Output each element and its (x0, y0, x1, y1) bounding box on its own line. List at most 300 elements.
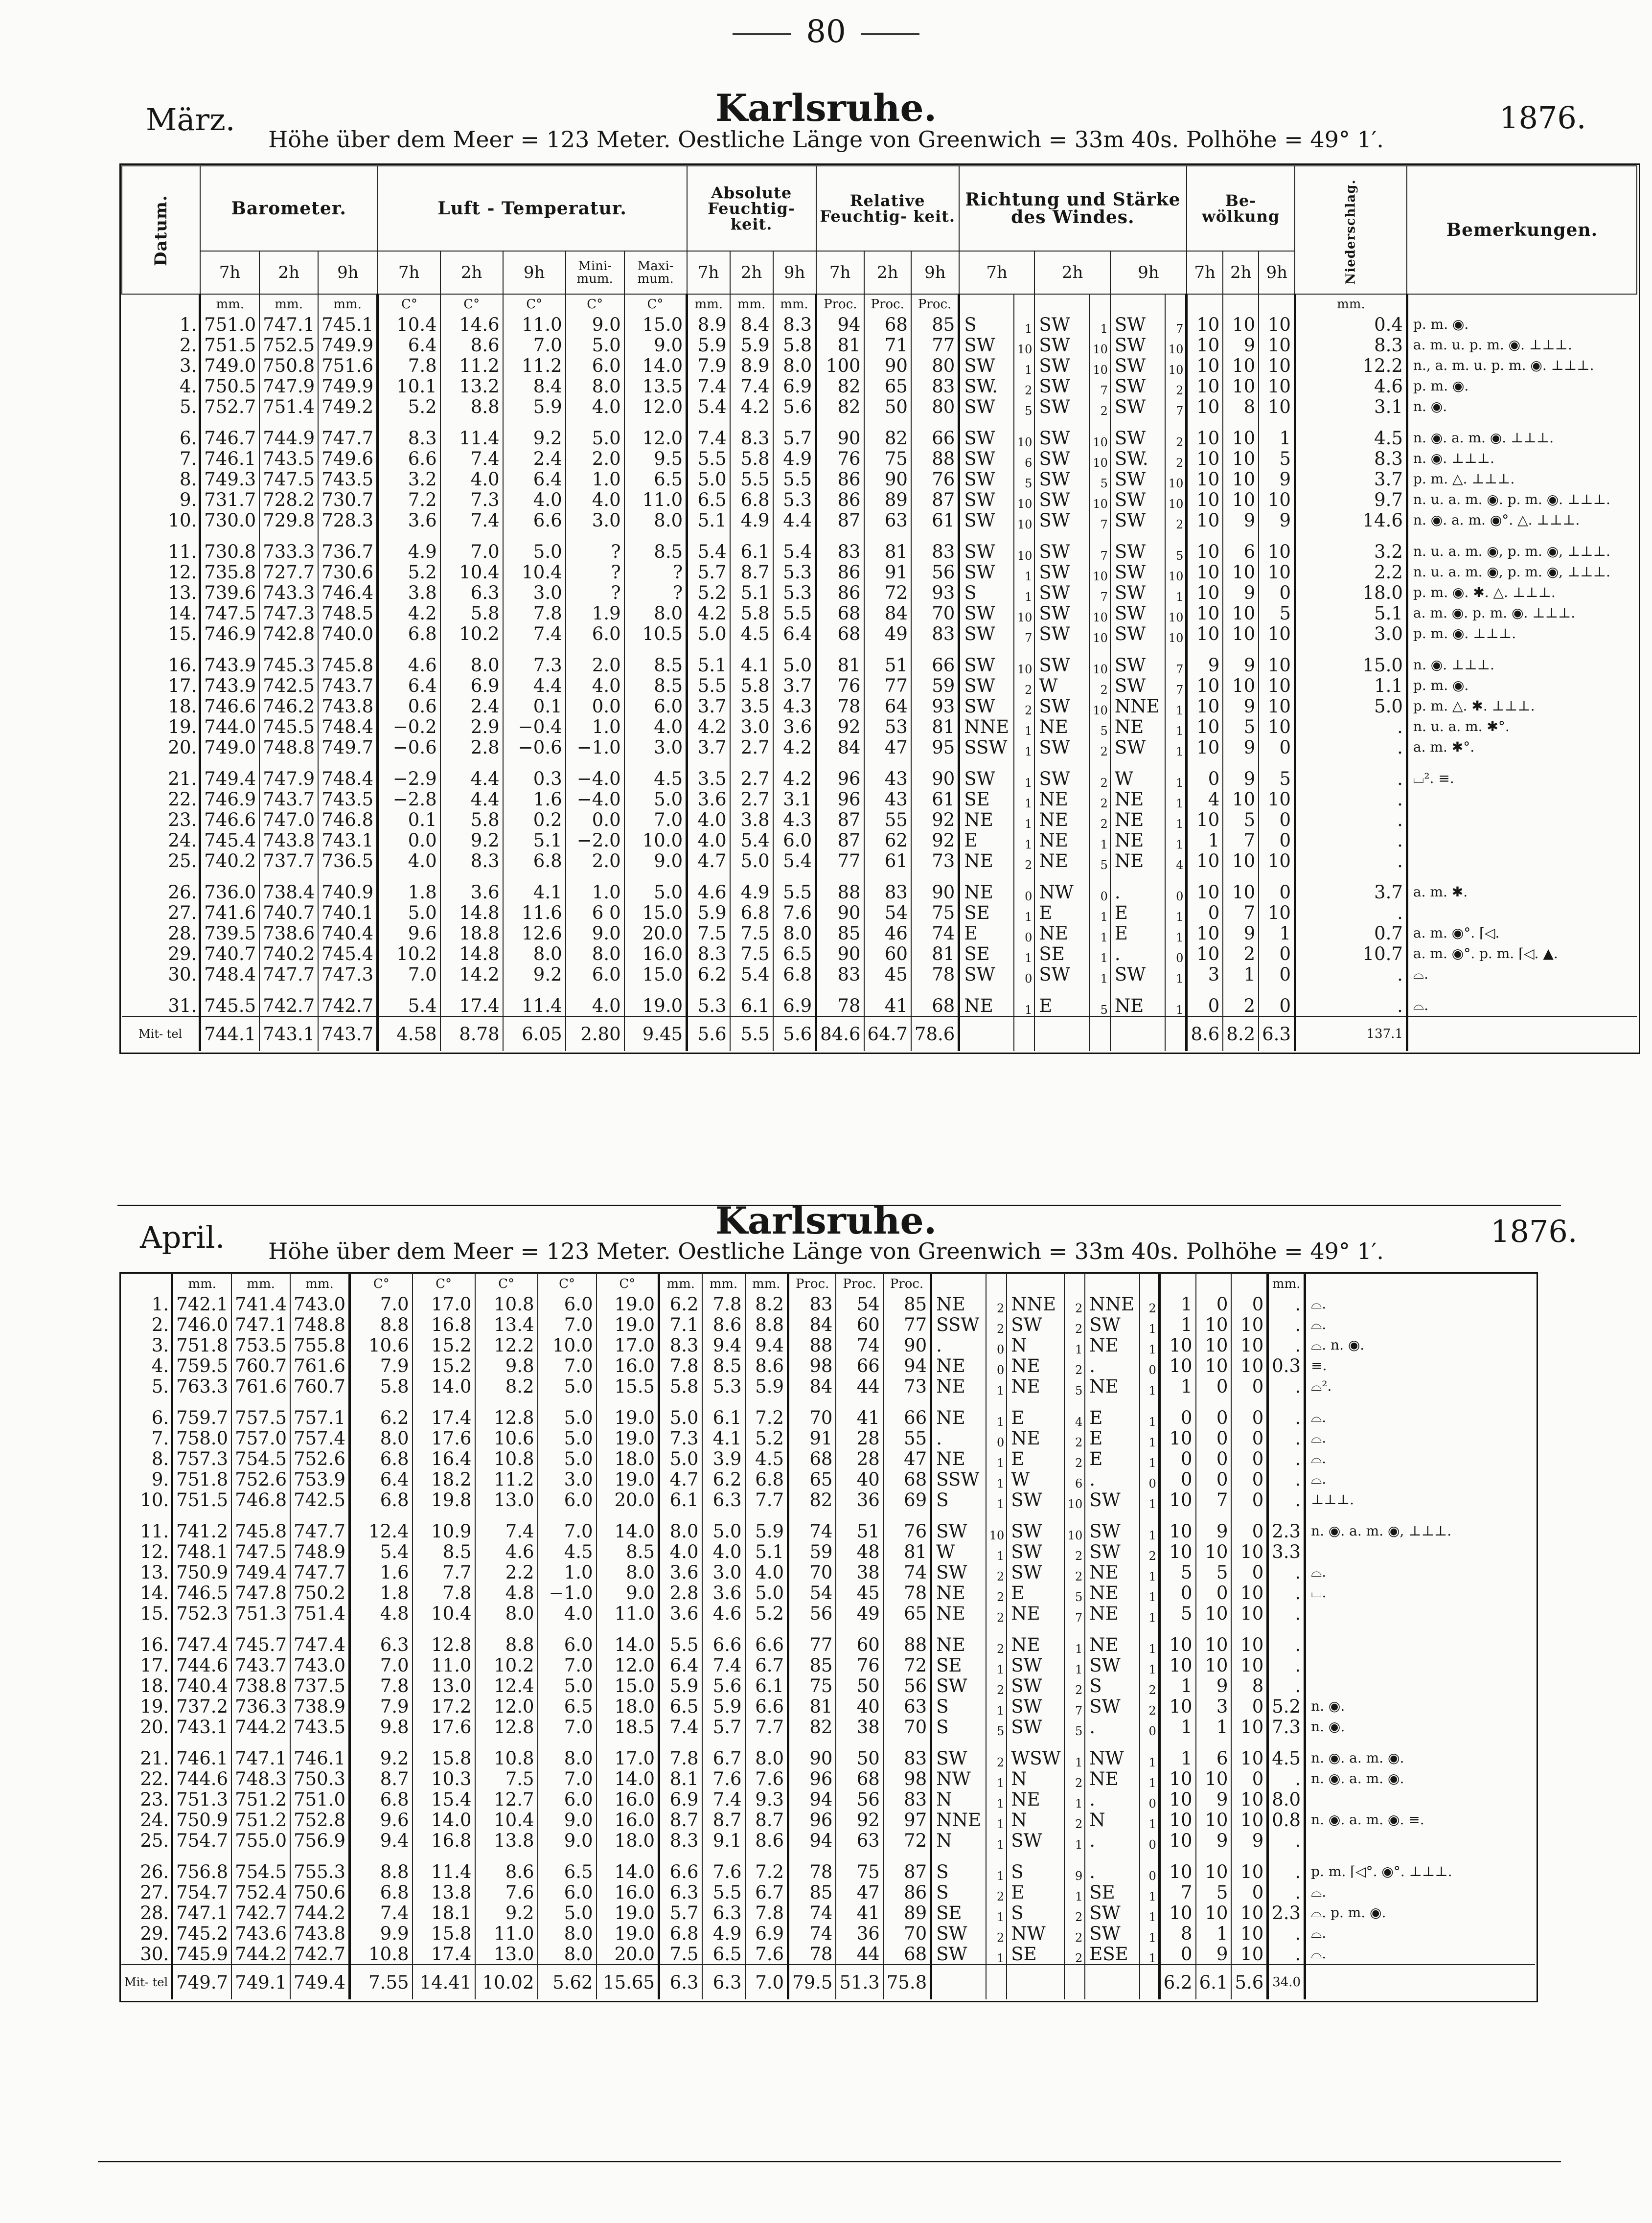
cell-wind-dir-7h: NNE (959, 716, 1014, 737)
cell-temp-max: 8.0 (624, 603, 687, 623)
cell-date: 26. (168, 882, 197, 902)
cell-temp-max: 14.0 (597, 1634, 659, 1655)
cell-abs-2h: 7.5 (730, 943, 773, 964)
cell-wind-dir-7h: S (931, 1882, 986, 1902)
cell-baro-2h: 738.8 (231, 1675, 290, 1696)
cell-cloud-2h: 10 (1196, 1603, 1232, 1624)
cell-cloud-7h: 10 (1187, 489, 1223, 510)
cell-temp-2h: 2.8 (440, 737, 503, 757)
sub-header: 2h (730, 251, 773, 294)
cell-temp-max: 15.0 (597, 1675, 659, 1696)
cell-remarks: n. u. a. m. ◉, p. m. ◉, ⊥⊥⊥. (1407, 541, 1637, 562)
cell-temp-max: 8.0 (624, 510, 687, 530)
cell-cloud-7h: 10 (1187, 376, 1223, 396)
cell-baro-9h: 743.5 (290, 1717, 349, 1737)
cell-date: 20. (140, 1717, 169, 1737)
cell-date: 27. (168, 902, 197, 923)
cell-baro-9h: 750.6 (290, 1882, 349, 1902)
cell-temp-max: 20.0 (597, 1944, 659, 1965)
cell-baro-9h: 743.0 (290, 1655, 349, 1675)
cell-cloud-2h: 9 (1223, 335, 1259, 355)
cell-rel-9h: 56 (883, 1675, 931, 1696)
cell-temp-7h: 7.0 (350, 1294, 413, 1314)
mean-baro-7h: 749.7 (172, 1965, 231, 1999)
cell-baro-2h: 729.8 (259, 510, 318, 530)
cell-wind-dir-7h: SSW (931, 1469, 986, 1490)
cell-rel-7h: 86 (816, 489, 864, 510)
cell-rel-7h: 84 (816, 737, 864, 757)
cell-temp-min: 8.0 (566, 376, 624, 396)
cell-baro-2h: 747.5 (231, 1541, 290, 1562)
cell-precip: 8.3 (1295, 448, 1407, 469)
cell-abs-2h: 8.5 (702, 1355, 745, 1376)
cell-baro-7h: 751.0 (200, 314, 259, 335)
unit-cell: Proc. (836, 1274, 883, 1294)
cell-abs-7h: 4.7 (687, 850, 730, 871)
cell-abs-9h: 6.9 (773, 376, 816, 396)
cell-temp-min: 1.0 (566, 882, 624, 902)
cell-temp-max: 5.0 (624, 789, 687, 809)
cell-wind-str-2h: 10 (1064, 1490, 1085, 1510)
cell-abs-9h: 7.6 (745, 1944, 788, 1965)
cell-cloud-9h: 10 (1231, 1902, 1267, 1923)
cell-temp-2h: 4.4 (440, 789, 503, 809)
cell-date: 19. (140, 1696, 169, 1717)
cell-baro-2h: 744.2 (231, 1717, 290, 1737)
cell-wind-dir-2h: SW (1034, 541, 1089, 562)
cell-abs-7h: 8.1 (659, 1768, 702, 1789)
cell-wind-dir-7h: SW (959, 603, 1014, 623)
cell-rel-7h: 83 (816, 541, 864, 562)
cell-wind-dir-2h: SW (1034, 603, 1089, 623)
cell-temp-2h: 4.0 (440, 469, 503, 489)
cell-baro-2h: 747.9 (259, 376, 318, 396)
cell-rel-7h: 68 (816, 623, 864, 644)
cell-abs-7h: 8.9 (687, 314, 730, 335)
cell-cloud-7h: 4 (1187, 789, 1223, 809)
cell-temp-9h: 7.6 (475, 1882, 538, 1902)
cell-wind-dir-2h: E (1034, 902, 1089, 923)
cell-wind-dir-9h: SW (1110, 469, 1165, 489)
cell-remarks: ⌓. (1305, 1562, 1535, 1582)
cell-remarks: n. ◉. (1407, 396, 1637, 417)
cell-rel-9h: 81 (911, 716, 959, 737)
cell-temp-min: 6.0 (538, 1490, 597, 1510)
unit-cell: C° (624, 294, 687, 314)
cell-temp-2h: 7.3 (440, 489, 503, 510)
cell-wind-dir-7h: SSW (959, 737, 1014, 757)
cell-abs-2h: 5.9 (702, 1696, 745, 1717)
cell-cloud-7h: 0 (1187, 995, 1223, 1016)
cell-abs-9h: 4.3 (773, 809, 816, 830)
cell-wind-dir-9h: NE (1110, 995, 1165, 1016)
cell-wind-str-7h: 1 (986, 1830, 1007, 1851)
cell-cloud-7h: 1 (1159, 1376, 1195, 1397)
cell-wind-str-9h: 0 (1140, 1861, 1159, 1882)
cell-date: 30. (140, 1944, 169, 1965)
cell-temp-7h: 3.6 (378, 510, 440, 530)
cell-precip: 4.6 (1295, 376, 1407, 396)
cell-remarks: a. m. ◉°. ⌈◁. (1407, 923, 1637, 943)
cell-abs-2h: 6.3 (702, 1490, 745, 1510)
cell-wind-dir-7h: NE (931, 1448, 986, 1469)
cell-temp-7h: 8.3 (378, 428, 440, 448)
cell-wind-dir-7h: . (931, 1428, 986, 1448)
cell-temp-min: 8.0 (566, 943, 624, 964)
cell-remarks: n. u. a. m. ◉. p. m. ◉. ⊥⊥⊥. (1407, 489, 1637, 510)
cell-abs-9h: 5.7 (773, 428, 816, 448)
cell-cloud-2h: 6 (1223, 541, 1259, 562)
cell-wind-str-9h: 1 (1140, 1655, 1159, 1675)
cell-temp-9h: 12.8 (475, 1717, 538, 1737)
cell-wind-dir-7h: S (931, 1861, 986, 1882)
cell-temp-min: 7.0 (538, 1314, 597, 1335)
cell-wind-str-9h: 1 (1140, 1810, 1159, 1830)
mean-baro-2h: 743.1 (259, 1016, 318, 1051)
cell-date: 30. (168, 964, 197, 985)
cell-baro-2h: 747.3 (259, 603, 318, 623)
cell-temp-2h: 14.0 (413, 1376, 475, 1397)
cell-cloud-2h: 9 (1223, 582, 1259, 603)
cell-precip: 9.7 (1295, 489, 1407, 510)
cell-baro-7h: 749.0 (200, 737, 259, 757)
cell-temp-9h: 13.0 (475, 1944, 538, 1965)
cell-rel-7h: 85 (788, 1655, 836, 1675)
cell-cloud-9h: 10 (1259, 314, 1295, 335)
cell-precip: 3.7 (1295, 469, 1407, 489)
cell-cloud-9h: 5 (1259, 448, 1295, 469)
cell-abs-9h: 7.2 (745, 1861, 788, 1882)
cell-remarks: n. ◉. a. m. ◉°. △. ⊥⊥⊥. (1407, 510, 1637, 530)
unit-cell: C° (503, 294, 566, 314)
mean-temp-7h: 7.55 (350, 1965, 413, 1999)
cell-rel-9h: 86 (883, 1882, 931, 1902)
cell-rel-2h: 90 (864, 469, 911, 489)
cell-wind-str-2h: 1 (1089, 314, 1110, 335)
cell-rel-9h: 93 (911, 582, 959, 603)
cell-baro-7h: 759.5 (172, 1355, 231, 1376)
cell-abs-7h: 4.7 (659, 1469, 702, 1490)
cell-wind-str-9h: 0 (1165, 882, 1187, 902)
cell-wind-str-9h: 7 (1165, 655, 1187, 675)
cell-temp-7h: −0.2 (378, 716, 440, 737)
cell-wind-dir-2h: NE (1007, 1603, 1064, 1624)
cell-wind-str-9h: 10 (1165, 335, 1187, 355)
cell-wind-dir-9h: NNE (1110, 696, 1165, 716)
cell-abs-9h: 6.8 (745, 1469, 788, 1490)
cell-baro-9h: 749.7 (318, 737, 377, 757)
cell-cloud-7h: 1 (1159, 1314, 1195, 1335)
cell-wind-dir-2h: NE (1034, 830, 1089, 850)
bottom-rule (98, 2161, 1561, 2162)
cell-abs-7h: 6.1 (659, 1490, 702, 1510)
cell-wind-str-2h: 10 (1089, 562, 1110, 582)
cell-abs-2h: 2.7 (730, 789, 773, 809)
cell-cloud-2h: 9 (1196, 1944, 1232, 1965)
cell-abs-7h: 5.0 (659, 1407, 702, 1428)
cell-wind-dir-9h: SW (1110, 489, 1165, 510)
cell-baro-2h: 752.4 (231, 1882, 290, 1902)
cell-rel-2h: 63 (836, 1830, 883, 1851)
cell-temp-2h: 9.2 (440, 830, 503, 850)
cell-abs-9h: 7.7 (745, 1717, 788, 1737)
cell-rel-7h: 85 (816, 923, 864, 943)
cell-temp-2h: 11.4 (413, 1861, 475, 1882)
cell-baro-9h: 757.1 (290, 1407, 349, 1428)
cell-wind-str-7h: 2 (986, 1562, 1007, 1582)
cell-date: 15. (140, 1603, 169, 1624)
cell-baro-7h: 731.7 (200, 489, 259, 510)
cell-wind-str-9h: 1 (1140, 1335, 1159, 1355)
cell-wind-str-9h: 1 (1140, 1376, 1159, 1397)
cell-precip: 3.2 (1295, 541, 1407, 562)
cell-date: 16. (168, 655, 197, 675)
cell-temp-7h: 4.8 (350, 1603, 413, 1624)
cell-temp-7h: 6.8 (350, 1882, 413, 1902)
cell-date: 22. (140, 1768, 169, 1789)
cell-wind-dir-2h: W (1034, 675, 1089, 696)
cell-temp-2h: 19.8 (413, 1490, 475, 1510)
cell-abs-7h: 3.7 (687, 696, 730, 716)
cell-abs-9h: 5.0 (773, 655, 816, 675)
cell-baro-7h: 743.1 (172, 1717, 231, 1737)
sub-header: 2h (259, 251, 318, 294)
cell-rel-9h: 70 (911, 603, 959, 623)
cell-wind-dir-2h: SW (1007, 1521, 1064, 1541)
cell-cloud-7h: 10 (1187, 923, 1223, 943)
cell-temp-9h: 8.4 (503, 376, 566, 396)
cell-wind-dir-2h: SW (1007, 1490, 1064, 1510)
cell-rel-2h: 44 (836, 1944, 883, 1965)
cell-abs-9h: 8.0 (745, 1748, 788, 1768)
cell-baro-2h: 747.1 (231, 1748, 290, 1768)
cell-abs-9h: 8.6 (745, 1355, 788, 1376)
cell-rel-2h: 76 (836, 1655, 883, 1675)
cell-cloud-7h: 10 (1159, 1490, 1195, 1510)
cell-remarks: p. m. ◉. (1407, 675, 1637, 696)
cell-abs-9h: 5.3 (773, 562, 816, 582)
cell-baro-2h: 754.5 (231, 1861, 290, 1882)
cell-baro-7h: 740.2 (200, 850, 259, 871)
cell-wind-dir-9h: NE (1110, 809, 1165, 830)
cell-wind-str-7h: 2 (986, 1923, 1007, 1944)
cell-baro-9h: 740.0 (318, 623, 377, 644)
cell-rel-7h: 88 (788, 1335, 836, 1355)
cell-temp-min: 4.0 (566, 396, 624, 417)
cell-remarks: p. m. △. ⊥⊥⊥. (1407, 469, 1637, 489)
cell-baro-7h: 730.0 (200, 510, 259, 530)
cell-temp-9h: −0.4 (503, 716, 566, 737)
cell-remarks: ⌓. (1407, 964, 1637, 985)
cell-abs-7h: 6.8 (659, 1923, 702, 1944)
cell-cloud-2h: 0 (1196, 1428, 1232, 1448)
cell-wind-str-2h: 9 (1064, 1861, 1085, 1882)
cell-wind-str-7h: 1 (986, 1944, 1007, 1965)
cell-temp-min: 5.0 (538, 1902, 597, 1923)
cell-temp-min: 2.0 (566, 448, 624, 469)
cell-temp-max: 3.0 (624, 737, 687, 757)
cell-cloud-9h: 0 (1231, 1768, 1267, 1789)
cell-wind-dir-9h: E (1085, 1448, 1140, 1469)
cell-baro-2h: 740.7 (259, 902, 318, 923)
cell-baro-2h: 747.1 (231, 1314, 290, 1335)
cell-cloud-9h: 0 (1259, 809, 1295, 830)
cell-temp-min: 4.0 (566, 489, 624, 510)
cell-rel-7h: 82 (788, 1717, 836, 1737)
cell-cloud-9h: 0 (1231, 1448, 1267, 1469)
cell-baro-9h: 742.7 (318, 995, 377, 1016)
cell-wind-dir-9h: SW (1085, 1655, 1140, 1675)
cell-precip: . (1295, 737, 1407, 757)
cell-rel-7h: 76 (816, 675, 864, 696)
cell-cloud-2h: 10 (1196, 1655, 1232, 1675)
cell-wind-dir-9h: NE (1110, 789, 1165, 809)
cell-temp-min: 8.0 (538, 1944, 597, 1965)
cell-temp-9h: 13.8 (475, 1830, 538, 1851)
cell-temp-min: 6.5 (538, 1861, 597, 1882)
cell-rel-9h: 88 (883, 1634, 931, 1655)
cell-rel-9h: 87 (911, 489, 959, 510)
cell-baro-2h: 733.3 (259, 541, 318, 562)
cell-cloud-7h: 10 (1187, 623, 1223, 644)
cell-rel-9h: 65 (883, 1603, 931, 1624)
cell-abs-7h: 5.9 (687, 335, 730, 355)
cell-abs-9h: 7.2 (745, 1407, 788, 1428)
cell-temp-7h: 5.2 (378, 396, 440, 417)
cell-temp-9h: 1.6 (503, 789, 566, 809)
cell-abs-2h: 8.7 (702, 1810, 745, 1830)
cell-precip: . (1295, 809, 1407, 830)
cell-wind-str-7h: 1 (1014, 562, 1035, 582)
cell-wind-dir-7h: NE (931, 1355, 986, 1376)
cell-temp-9h: 10.8 (475, 1448, 538, 1469)
cell-wind-dir-9h: SW. (1110, 448, 1165, 469)
cell-temp-9h: 9.2 (503, 428, 566, 448)
cell-temp-2h: 8.6 (440, 335, 503, 355)
cell-precip: 10.7 (1295, 943, 1407, 964)
cell-wind-str-7h: 2 (986, 1634, 1007, 1655)
cell-temp-9h: 5.1 (503, 830, 566, 850)
cell-rel-2h: 54 (864, 902, 911, 923)
cell-temp-min: ? (566, 562, 624, 582)
cell-rel-2h: 68 (836, 1768, 883, 1789)
cell-wind-str-9h: 1 (1140, 1944, 1159, 1965)
cell-cloud-2h: 0 (1196, 1469, 1232, 1490)
unit-cell: Proc. (911, 294, 959, 314)
cell-abs-2h: 4.1 (730, 655, 773, 675)
cell-wind-str-2h: 1 (1064, 1335, 1085, 1355)
cell-cloud-7h: 8 (1159, 1923, 1195, 1944)
cell-rel-9h: 68 (883, 1944, 931, 1965)
cell-wind-dir-9h: SW (1110, 603, 1165, 623)
cell-rel-7h: 68 (788, 1448, 836, 1469)
cell-temp-7h: 7.8 (378, 355, 440, 376)
cell-baro-2h: 746.2 (259, 696, 318, 716)
cell-wind-dir-2h: N (1007, 1768, 1064, 1789)
cell-rel-2h: 82 (864, 428, 911, 448)
cell-abs-7h: 8.3 (659, 1335, 702, 1355)
cell-wind-dir-2h: NW (1034, 882, 1089, 902)
cell-wind-dir-7h: SW. (959, 376, 1014, 396)
cell-temp-min: 1.9 (566, 603, 624, 623)
cell-wind-dir-7h: SW (959, 768, 1014, 789)
cell-abs-7h: 3.7 (687, 737, 730, 757)
cell-temp-7h: 6.2 (350, 1407, 413, 1428)
cell-date: 4. (179, 376, 197, 396)
cell-remarks: n. ◉. a. m. ◉. ⊥⊥⊥. (1407, 428, 1637, 448)
cell-temp-2h: 5.8 (440, 603, 503, 623)
cell-wind-dir-2h: SW (1034, 469, 1089, 489)
cell-wind-str-7h: 0 (1014, 882, 1035, 902)
cell-temp-2h: 14.2 (440, 964, 503, 985)
cell-abs-2h: 7.4 (702, 1655, 745, 1675)
cell-cloud-7h: 0 (1159, 1448, 1195, 1469)
mean-rel-7h: 84.6 (816, 1016, 864, 1051)
cell-temp-2h: 7.4 (440, 510, 503, 530)
cell-temp-2h: 2.4 (440, 696, 503, 716)
cell-wind-dir-2h: SW (1034, 768, 1089, 789)
cell-abs-2h: 4.1 (702, 1428, 745, 1448)
cell-rel-9h: 74 (883, 1562, 931, 1582)
cell-precip: 8.3 (1295, 335, 1407, 355)
cell-wind-str-2h: 2 (1089, 789, 1110, 809)
cell-wind-str-7h: 1 (1014, 716, 1035, 737)
cell-wind-str-2h: 2 (1064, 1562, 1085, 1582)
cell-temp-7h: 1.8 (350, 1582, 413, 1603)
cell-baro-2h: 752.5 (259, 335, 318, 355)
cell-temp-min: 5.0 (538, 1428, 597, 1448)
city-title-april: Karlsruhe. (715, 1199, 937, 1242)
cell-cloud-2h: 10 (1196, 1335, 1232, 1355)
cell-remarks: a. m. u. p. m. ◉. ⊥⊥⊥. (1407, 335, 1637, 355)
cell-temp-min: 5.0 (538, 1376, 597, 1397)
cell-temp-9h: 8.2 (475, 1376, 538, 1397)
cell-baro-7h: 751.5 (172, 1490, 231, 1510)
cell-wind-str-2h: 10 (1089, 355, 1110, 376)
cell-cloud-9h: 0 (1231, 1428, 1267, 1448)
cell-cloud-9h: 10 (1231, 1748, 1267, 1768)
cell-temp-min: 9.0 (538, 1830, 597, 1851)
cell-precip: . (1268, 1562, 1305, 1582)
cell-abs-2h: 5.6 (702, 1675, 745, 1696)
cell-rel-9h: 83 (883, 1789, 931, 1810)
cell-precip: . (1268, 1768, 1305, 1789)
cell-temp-9h: −0.6 (503, 737, 566, 757)
cell-wind-dir-2h: NE (1034, 716, 1089, 737)
cell-wind-str-9h: 1 (1140, 1923, 1159, 1944)
cell-remarks: n. ◉. (1305, 1717, 1535, 1737)
sub-header: Maxi- mum. (624, 251, 687, 294)
cell-abs-7h: 7.4 (687, 428, 730, 448)
cell-cloud-2h: 1 (1196, 1923, 1232, 1944)
mean-cloud-7h: 6.2 (1159, 1965, 1195, 1999)
cell-rel-9h: 89 (883, 1902, 931, 1923)
cell-abs-9h: 4.2 (773, 768, 816, 789)
cell-rel-7h: 94 (816, 314, 864, 335)
cell-temp-max: 12.0 (624, 396, 687, 417)
cell-abs-2h: 7.4 (702, 1789, 745, 1810)
cell-wind-dir-7h: S (931, 1696, 986, 1717)
cell-temp-min: −2.0 (566, 830, 624, 850)
cell-wind-dir-9h: E (1110, 923, 1165, 943)
cell-temp-9h: 4.8 (475, 1582, 538, 1603)
cell-wind-dir-9h: SW (1110, 737, 1165, 757)
cell-wind-dir-7h: SW (931, 1923, 986, 1944)
cell-temp-7h: 7.2 (378, 489, 440, 510)
cell-cloud-9h: 10 (1231, 1582, 1267, 1603)
cell-remarks: ⌴². ≡. (1407, 768, 1637, 789)
cell-date: 24. (140, 1810, 169, 1830)
